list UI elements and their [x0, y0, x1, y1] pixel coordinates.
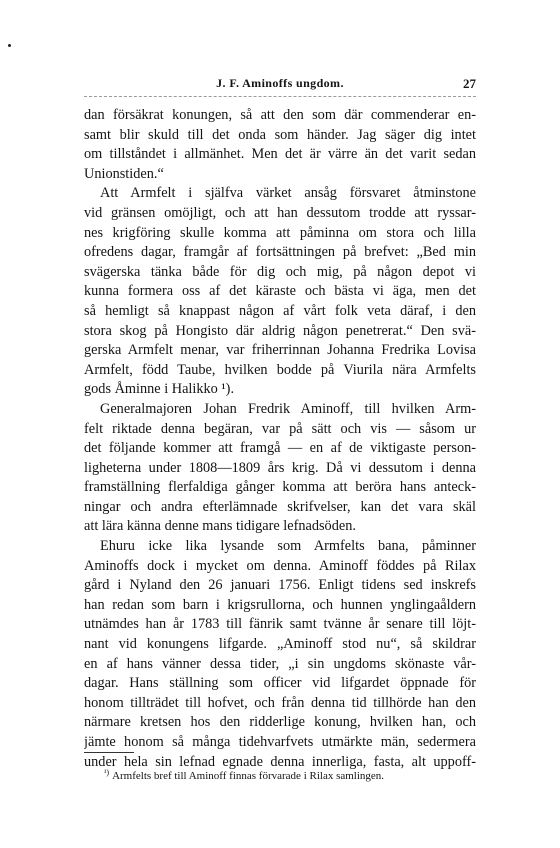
- text-line: ningar och andra efterlämnade skrifvelser, kan det vara skäl: [84, 498, 476, 515]
- text-line: Unionstiden.“: [84, 165, 164, 182]
- text-line: svägerska tänka både för dig och mig, på någon depot vi: [84, 263, 476, 280]
- text-line: felt riktade denna begäran, var på sätt och vis — såsom ur: [84, 420, 476, 437]
- text-line: kunna formera oss af det käraste och bästa vi äga, men det: [84, 283, 476, 300]
- page-number: 27: [463, 76, 476, 91]
- text-line: gerska Armfelt menar, var friherrinnan Johanna Fredrika Lovisa: [84, 342, 476, 359]
- text-line: dagar. Hans ställning som officer vid lifgardet öppnade för: [84, 675, 476, 692]
- running-head: [84, 76, 476, 94]
- text-line: framställning flerfaldiga gånger komma att beröra hans anteck-: [84, 479, 476, 496]
- text-line: dan försäkrat konungen, så att den som där commenderar en-: [84, 107, 476, 123]
- text-line: närmare kretsen hos den ridderlige konung, hvilken han, och: [84, 714, 476, 731]
- footnote-text: Armfelts bref till Aminoff finnas förvarade i Rilax samlingen.: [112, 770, 385, 782]
- text-line: samt blir skuld till det onda som händer. Jag säger dig intet: [84, 126, 476, 143]
- text-line: nant vid konungens lifgarde. „Aminoff stod nu“, så skildrar: [84, 636, 476, 653]
- text-line: att lära känna denne mans tidigare lefnadsöden.: [84, 518, 356, 535]
- text-line: stora skog på Hongisto där aldrig någon penetrerat.“ Den svä-: [84, 322, 476, 339]
- text-line: ligheterna under 1808—1809 års krig. Då vi dessutom i denna: [84, 459, 476, 476]
- text-line: Att Armfelt i själfva värket ansåg försvaret åtminstone: [100, 185, 476, 202]
- text-line: Generalmajoren Johan Fredrik Aminoff, till hvilken Arm-: [100, 400, 476, 417]
- text-line: jämte honom så många tidehvarfvets utmärkte män, sedermera: [84, 734, 476, 750]
- text-line: han redan som barn i krigsrullorna, och hunnen ynglingaåldern: [84, 596, 476, 613]
- text-line: Armfelt, född Taube, hvilken bodde på Viurila nära Armfelts: [84, 361, 476, 378]
- header-rule: [84, 96, 476, 97]
- text-line: ofredens dagar, framgår af fortsättningen på brefvet: „Bed min: [84, 244, 476, 261]
- text-line: vid gränsen omöjligt, och att han dessutom trodde att ryssar-: [84, 204, 476, 221]
- text-line: en af hans vänner dessa tider, „i sin ungdoms skönaste vår-: [84, 655, 476, 672]
- running-title: J. F. Aminoffs ungdom.: [216, 76, 344, 90]
- text-line: nes krigföring skulle komma att påminna om stora och lilla: [84, 224, 476, 241]
- text-line: det följande kommer att framgå — en af de viktigaste person-: [84, 440, 476, 457]
- footnote-marker: ¹): [104, 768, 110, 777]
- text-line: gods Åminne i Halikko ¹).: [84, 381, 235, 398]
- text-line: gård i Nyland den 26 januari 1756. Enligt tidens sed inskrefs: [84, 577, 476, 594]
- text-line: Aminoffs dock i mycket om denna. Aminoff föddes på Rilax: [84, 557, 476, 574]
- text-line: utnämdes han år 1783 till fänrik samt tvänne år senare till löjt-: [84, 616, 476, 633]
- text-line: Ehuru icke lika lysande som Armfelts bana, påminner: [100, 538, 476, 555]
- footnote-rule: [84, 752, 134, 753]
- footnote: [104, 766, 476, 783]
- body-text: [84, 106, 476, 772]
- text-line: om tillståndet i allmänhet. Men det är värre än det varit sedan: [84, 146, 476, 163]
- text-line: så hemligt så knappast någon af vårt folk veta däraf, i den: [84, 302, 476, 319]
- text-line: under hela sin lefnad egnade denna innerliga, fasta, alt uppoff-: [84, 753, 476, 770]
- scan-speck: [8, 44, 11, 47]
- text-line: honom tillträdet till hofvet, och från denna tid tillhörde han den: [84, 694, 476, 711]
